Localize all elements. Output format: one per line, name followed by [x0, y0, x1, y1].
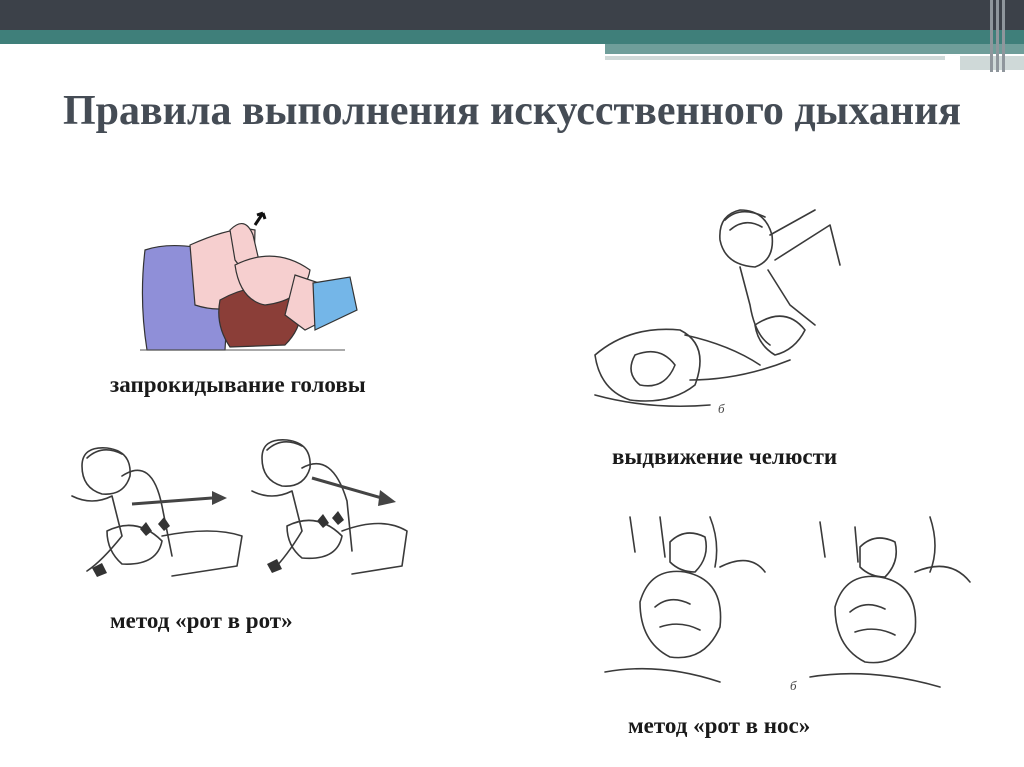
- header-divider-c: [1002, 0, 1005, 72]
- slide-title: Правила выполнения искусственного дыхания: [62, 88, 962, 134]
- jaw-thrust-mark: б: [718, 401, 725, 416]
- header-thin-line: [605, 56, 945, 60]
- header-divider-b: [996, 0, 999, 72]
- caption-head-tilt: запрокидывание головы: [110, 372, 366, 397]
- header-divider-a: [990, 0, 993, 72]
- header-decoration: [0, 0, 1024, 80]
- head-tilt-illustration: [135, 205, 365, 355]
- mouth-to-nose-illustration: [600, 512, 980, 697]
- mouth-to-nose-mark: б: [790, 678, 797, 693]
- jaw-thrust-illustration: [590, 205, 850, 420]
- caption-mouth-to-mouth: метод «рот в рот»: [110, 608, 293, 633]
- header-dark-bar: [0, 0, 1024, 30]
- caption-jaw-thrust: выдвижение челюсти: [612, 444, 838, 469]
- caption-mouth-to-nose: метод «рот в нос»: [628, 713, 811, 738]
- mouth-to-mouth-illustration: [62, 436, 417, 581]
- header-teal-bar: [0, 30, 1024, 44]
- header-light-bar: [605, 44, 1024, 54]
